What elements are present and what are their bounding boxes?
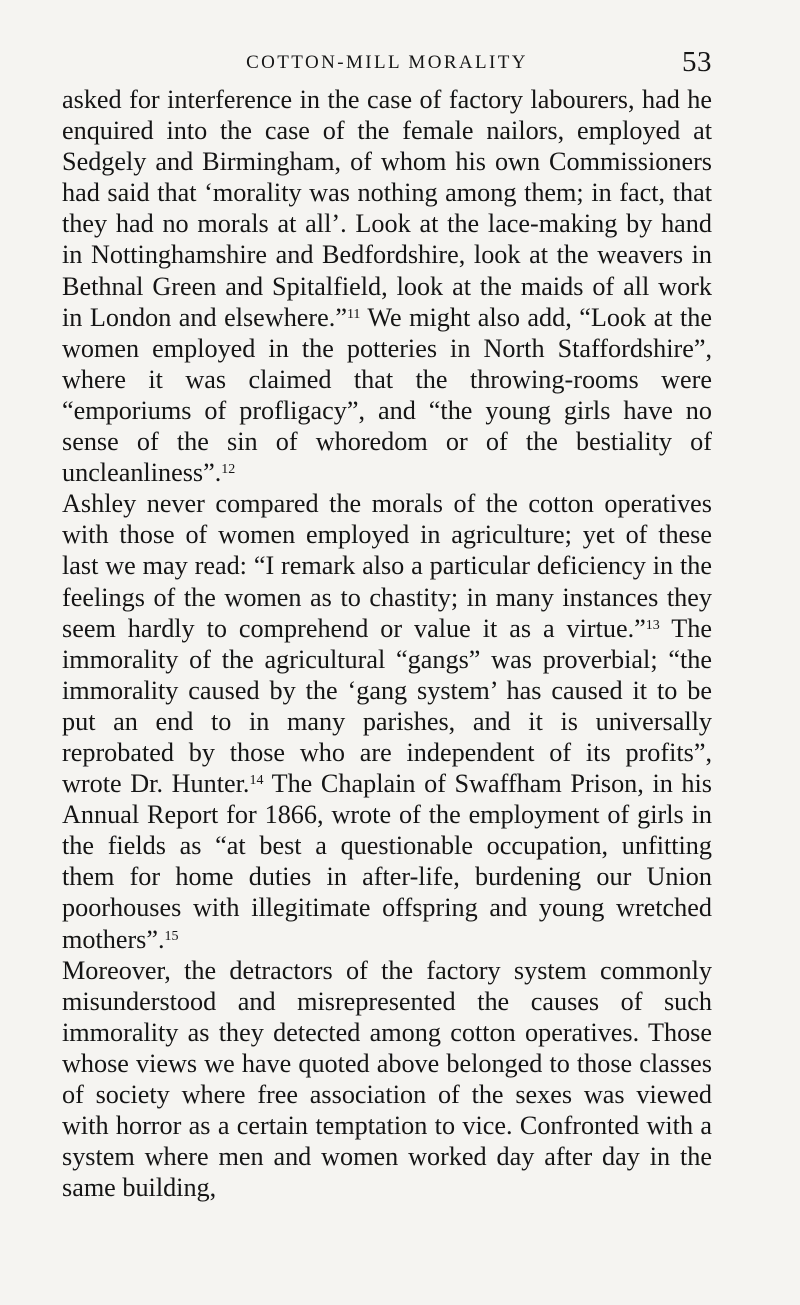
body-text [62, 84, 712, 1203]
paragraph-2-text-1: Ashley never compared the morals of the cotton operatives with those of women employed in agriculture; yet of these last we may read: “I remark also a particular deficiency in the feelings of the women as to chastity; in many instances they seem hardly to comprehend or value it as a virtue.” [62, 489, 712, 643]
paragraph-2-text-3: The Chaplain of Swaffham Prison, in his Annual Report for 1866, wrote of the employment of girls in the fields as “at best a questionable occupation, unfitting them for home duties in after-life, burdening our Union poorhouses with illegitimate offspring and young wretched mothers”. [62, 769, 712, 954]
book-page [62, 40, 712, 1203]
paragraph-2-text-2: The immorality of the agricultural “gangs” was proverbial; “the immorality caused by the ‘gang system’ has caused it to be put an end to in many parishes, and it is universally reprobated by those who are independent of its profits”, wrote Dr. Hunter. [62, 613, 712, 799]
footnote-ref-14: 14 [249, 773, 264, 789]
paragraph-1-text-1: asked for interference in the case of factory labourers, had he enquired into the case of the female nailors, employed at Sedgely and Birmingham, of whom his own Commissioners had said that ‘morality was nothing among them; in fact, that they had no morals at all’. Look at the lace-making by hand in Nottinghamshire and Bedfordshire, look at the weavers in Bethnal Green and Spitalfield, look at the maids of all work in London and elsewhere.” [62, 85, 712, 332]
paragraph-1 [62, 84, 712, 488]
footnote-ref-13: 13 [645, 617, 660, 633]
footnote-ref-11: 11 [346, 306, 361, 322]
footnote-ref-12: 12 [221, 462, 236, 478]
page-header [62, 40, 712, 84]
paragraph-2 [62, 488, 712, 954]
running-head: COTTON-MILL MORALITY [246, 52, 528, 73]
footnote-ref-15: 15 [164, 928, 179, 944]
paragraph-1-text-2: We might also add, “Look at the women employed in the potteries in North Staffordshire”, where it was claimed that the throwing-rooms were “emporiums of profligacy”, and “the young girls have no sense of the sin of whoredom or of the bestiality of uncleanliness”. [62, 302, 712, 488]
paragraph-3-text-1: Moreover, the detractors of the factory system commonly misunderstood and misrepresented the causes of such immorality as they detected among cotton operatives. Those whose views we have quoted above belonged to those classes of society where free association of the sexes was viewed with horror as a certain temptation to vice. Confronted with a system where men and women worked day after day in the same building, [62, 955, 712, 1203]
paragraph-3 [62, 955, 712, 1204]
page-number: 53 [682, 46, 712, 78]
